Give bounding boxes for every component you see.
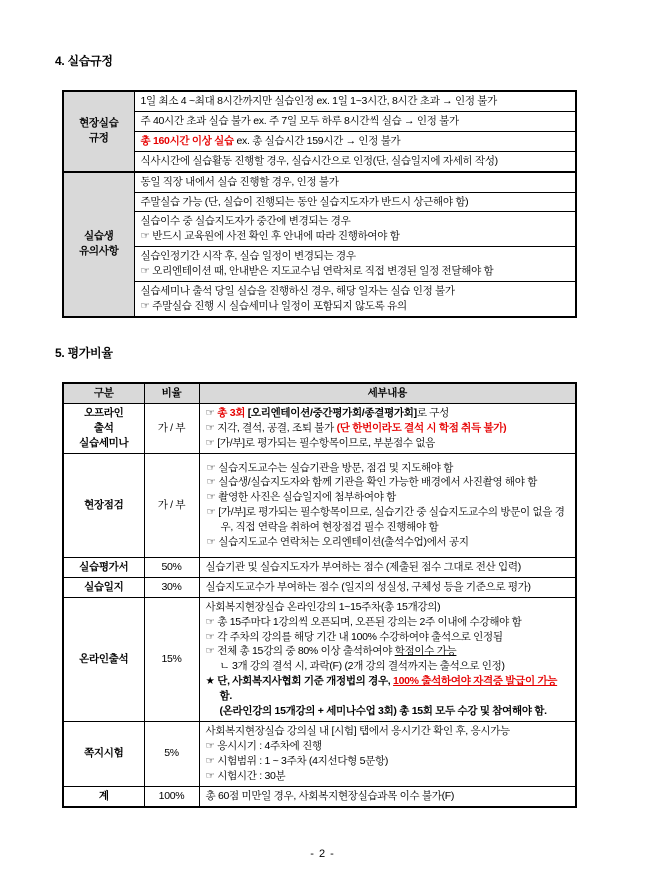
text-segment: 함. <box>219 690 232 703</box>
text-segment: ☞ 전체 총 15강의 중 80% 이상 출석하여야 <box>205 645 395 658</box>
text-line <box>141 94 570 109</box>
text-line <box>141 299 570 314</box>
ratio-cell: 100% <box>144 786 199 806</box>
practice-rules-table <box>62 90 577 318</box>
rule-cell <box>134 247 576 282</box>
category-cell <box>63 786 144 806</box>
label-line: 오프라인 <box>84 406 124 419</box>
text-segment: ex. 총 실습시간 159시간 → 인정 불가 <box>233 134 401 147</box>
detail-cell <box>199 557 576 577</box>
table-row <box>63 212 576 247</box>
text-segment: 로 구성 <box>416 406 449 419</box>
table-row <box>63 172 576 192</box>
page-number: - 2 - <box>310 848 335 860</box>
ratio-cell: 30% <box>144 577 199 597</box>
text-segment: ☞ 주말실습 진행 시 실습세미나 일정이 포함되지 않도록 유의 <box>140 299 407 312</box>
text-line <box>206 406 570 421</box>
column-header: 비율 <box>144 383 199 403</box>
text-segment: ㄴ 3개 강의 결석 시, 과락(F) (2개 강의 결석까지는 출석으로 인정) <box>219 660 505 673</box>
ratio-cell: 가 / 부 <box>144 403 199 453</box>
text-line <box>206 674 570 704</box>
text-segment: ☞ 응시시기 : 4주차에 진행 <box>205 739 322 752</box>
text-line <box>206 436 570 451</box>
text-line <box>141 264 570 279</box>
text-line <box>206 600 570 615</box>
text-line <box>206 580 570 595</box>
label-line: 계 <box>98 789 109 802</box>
text-line <box>207 535 569 550</box>
text-line <box>206 421 570 436</box>
rule-cell <box>134 282 576 317</box>
label-line: 출석 <box>93 421 114 434</box>
text-line <box>207 490 569 505</box>
row-group-label <box>63 91 134 172</box>
evaluation-ratio-table <box>62 382 577 808</box>
text-line <box>141 249 570 264</box>
text-line <box>141 284 570 299</box>
text-line <box>206 789 570 804</box>
table-row <box>63 131 576 151</box>
label-line: 유의사항 <box>79 245 119 258</box>
text-segment: 주 40시간 초과 실습 불가 ex. 주 7일 모두 하루 8시간씩 실습 → 인정 불가 <box>140 114 459 127</box>
ratio-cell: 가 / 부 <box>144 453 199 557</box>
text-line <box>206 630 570 645</box>
text-segment: ☞ 실습지도교수 연락처는 오리엔테이션(출석수업)에서 공지 <box>206 536 469 549</box>
rule-cell <box>134 172 576 192</box>
text-segment: (온라인강의 15개강의 + 세미나수업 3회) 총 15회 모두 수강 및 참여해야 함. <box>219 705 547 718</box>
row-group-label <box>63 172 134 317</box>
table-row <box>63 786 576 806</box>
text-segment: 실습기관 및 실습지도자가 부여하는 점수 (제출된 점수 그대로 전산 입력) <box>205 560 521 573</box>
column-header: 세부내용 <box>199 383 576 403</box>
text-segment: 사회복지현장실습 온라인강의 1~15주차(총 15개강의) <box>205 600 441 613</box>
category-cell <box>63 403 144 453</box>
text-segment: 사회복지현장실습 강의실 내 [시험] 탭에서 응시기간 확인 후, 응시가능 <box>205 725 510 737</box>
text-segment: 1일 최소 4 ~최대 8시간까지만 실습인정 ex. 1일 1~3시간, 8시간 초과 → 인정 불가 <box>140 95 497 107</box>
label-line: 현장실습 <box>79 117 119 130</box>
text-line <box>206 704 570 719</box>
ratio-cell: 15% <box>144 597 199 721</box>
table-row <box>63 111 576 131</box>
table-row <box>63 722 576 787</box>
text-segment: 식사시간에 실습활동 진행할 경우, 실습시간으로 인정(단, 실습일지에 자세히 작성) <box>140 154 498 167</box>
section5-title: 5. 평가비율 <box>55 345 113 360</box>
table-row <box>63 282 576 317</box>
text-line <box>206 615 570 630</box>
text-segment: 100% 출석하여야 자격증 발급이 가능 <box>393 675 558 688</box>
rule-cell <box>134 151 576 171</box>
text-segment: 총 160시간 이상 실습 <box>140 134 234 147</box>
category-cell <box>63 577 144 597</box>
rule-cell <box>134 131 576 151</box>
text-line <box>141 175 570 190</box>
text-segment: ☞ <box>205 406 218 419</box>
header-row <box>63 383 576 403</box>
rule-cell <box>134 91 576 111</box>
text-line <box>141 214 570 229</box>
detail-cell <box>199 786 576 806</box>
text-segment: ★ <box>205 675 218 688</box>
table-row <box>63 192 576 212</box>
text-segment: 실습인정기간 시작 후, 실습 일정이 변경되는 경우 <box>140 250 356 263</box>
category-cell <box>63 722 144 787</box>
ratio-cell: 5% <box>144 722 199 787</box>
text-segment: 단, 사회복지사협회 기준 개정법의 경우, <box>217 675 394 688</box>
text-segment: ☞ 시험시간 : 30분 <box>205 769 286 782</box>
text-segment: 주말실습 가능 (단, 실습이 진행되는 동안 실습지도자가 반드시 상근해야 함) <box>140 195 469 208</box>
text-segment: 학점이수 가능 <box>394 645 457 658</box>
label-line: 실습평가서 <box>79 560 129 573</box>
table-row <box>63 577 576 597</box>
text-line <box>207 461 569 476</box>
label-line: 쪽지시험 <box>84 747 124 760</box>
text-line <box>141 229 570 244</box>
text-segment: ☞ 지각, 결석, 공결, 조퇴 불가 <box>205 421 337 434</box>
text-line <box>141 134 570 149</box>
table-row <box>63 247 576 282</box>
rule-cell <box>134 212 576 247</box>
text-segment: ☞ 촬영한 사진은 실습일지에 첨부하여야 함 <box>206 491 397 504</box>
text-segment: ☞ 실습지도교수는 실습기관을 방문, 점검 및 지도해야 함 <box>206 461 454 474</box>
detail-cell <box>199 453 576 557</box>
text-line <box>206 739 570 754</box>
text-line <box>141 114 570 129</box>
label-line: 규정 <box>88 132 109 145</box>
table-row <box>63 453 576 557</box>
table-row <box>63 597 576 721</box>
text-segment: 총 3회 <box>217 406 246 419</box>
text-line <box>141 154 570 169</box>
table-row <box>63 91 576 111</box>
text-segment: ☞ 총 15주마다 1강의씩 오픈되며, 오픈된 강의는 2주 이내에 수강해야 함 <box>205 615 522 628</box>
text-segment: 실습이수 중 실습지도자가 중간에 변경되는 경우 <box>140 215 351 228</box>
category-cell <box>63 597 144 721</box>
label-line: 온라인출석 <box>79 652 129 665</box>
text-segment: ☞ 오리엔테이션 때, 안내받은 지도교수님 연락처로 직접 변경된 일정 전달해야 함 <box>140 265 494 278</box>
text-line <box>206 644 570 659</box>
text-line <box>206 560 570 575</box>
text-line <box>206 769 570 784</box>
detail-cell <box>199 403 576 453</box>
label-line: 현장점검 <box>84 498 124 511</box>
text-segment: 동일 직장 내에서 실습 진행할 경우, 인정 불가 <box>140 175 339 188</box>
column-header: 구분 <box>63 383 144 403</box>
label-line: 실습일지 <box>84 580 124 593</box>
text-segment: ☞ 실습생/실습지도자와 함께 기관을 확인 가능한 배경에서 사진촬영 해야 함 <box>206 476 538 489</box>
text-segment: ☞ [가/부]로 평가되는 필수항목이므로, 실습기간 중 실습지도교수의 방문이 없을 경우, 직접 연락을 취하여 현장점검 필수 진행해야 함 <box>206 506 565 534</box>
category-cell <box>63 557 144 577</box>
text-line <box>207 475 569 490</box>
detail-cell <box>199 577 576 597</box>
section4-title: 4. 실습규정 <box>55 54 113 68</box>
table-row <box>63 557 576 577</box>
text-line <box>206 724 570 739</box>
table-row <box>63 151 576 171</box>
text-segment: 실습세미나 출석 당일 실습을 진행하신 경우, 해당 일자는 실습 인정 불가 <box>140 285 455 298</box>
rule-cell <box>134 192 576 212</box>
text-line <box>206 754 570 769</box>
ratio-cell: 50% <box>144 557 199 577</box>
text-line <box>206 659 570 674</box>
text-segment: [오리엔테이션/중간평가회/종결평가회] <box>247 406 417 419</box>
text-segment: ☞ 반드시 교육원에 사전 확인 후 안내에 따라 진행하여야 함 <box>140 230 400 243</box>
text-segment: (단 한번이라도 결석 시 학점 취득 불가) <box>336 421 507 434</box>
text-segment: ☞ 시험범위 : 1 ~ 3주차 (4지선다형 5문항) <box>205 754 389 767</box>
detail-cell <box>199 597 576 721</box>
label-line: 실습세미나 <box>79 436 129 449</box>
detail-cell <box>199 722 576 787</box>
text-line <box>207 505 569 535</box>
rule-cell <box>134 111 576 131</box>
text-segment: ☞ 각 주차의 강의를 해당 기간 내 100% 수강하여야 출석으로 인정됨 <box>205 630 503 643</box>
text-line <box>141 195 570 210</box>
text-segment: 총 60점 미만일 경우, 사회복지현장실습과목 이수 불가(F) <box>205 789 455 802</box>
text-segment: ☞ [가/부]로 평가되는 필수항목이므로, 부분점수 없음 <box>205 436 436 449</box>
category-cell <box>63 453 144 557</box>
text-segment: 실습지도교수가 부여하는 점수 (일지의 성실성, 구체성 등을 기준으로 평가) <box>205 580 531 593</box>
table-row <box>63 403 576 453</box>
label-line: 실습생 <box>83 230 114 243</box>
